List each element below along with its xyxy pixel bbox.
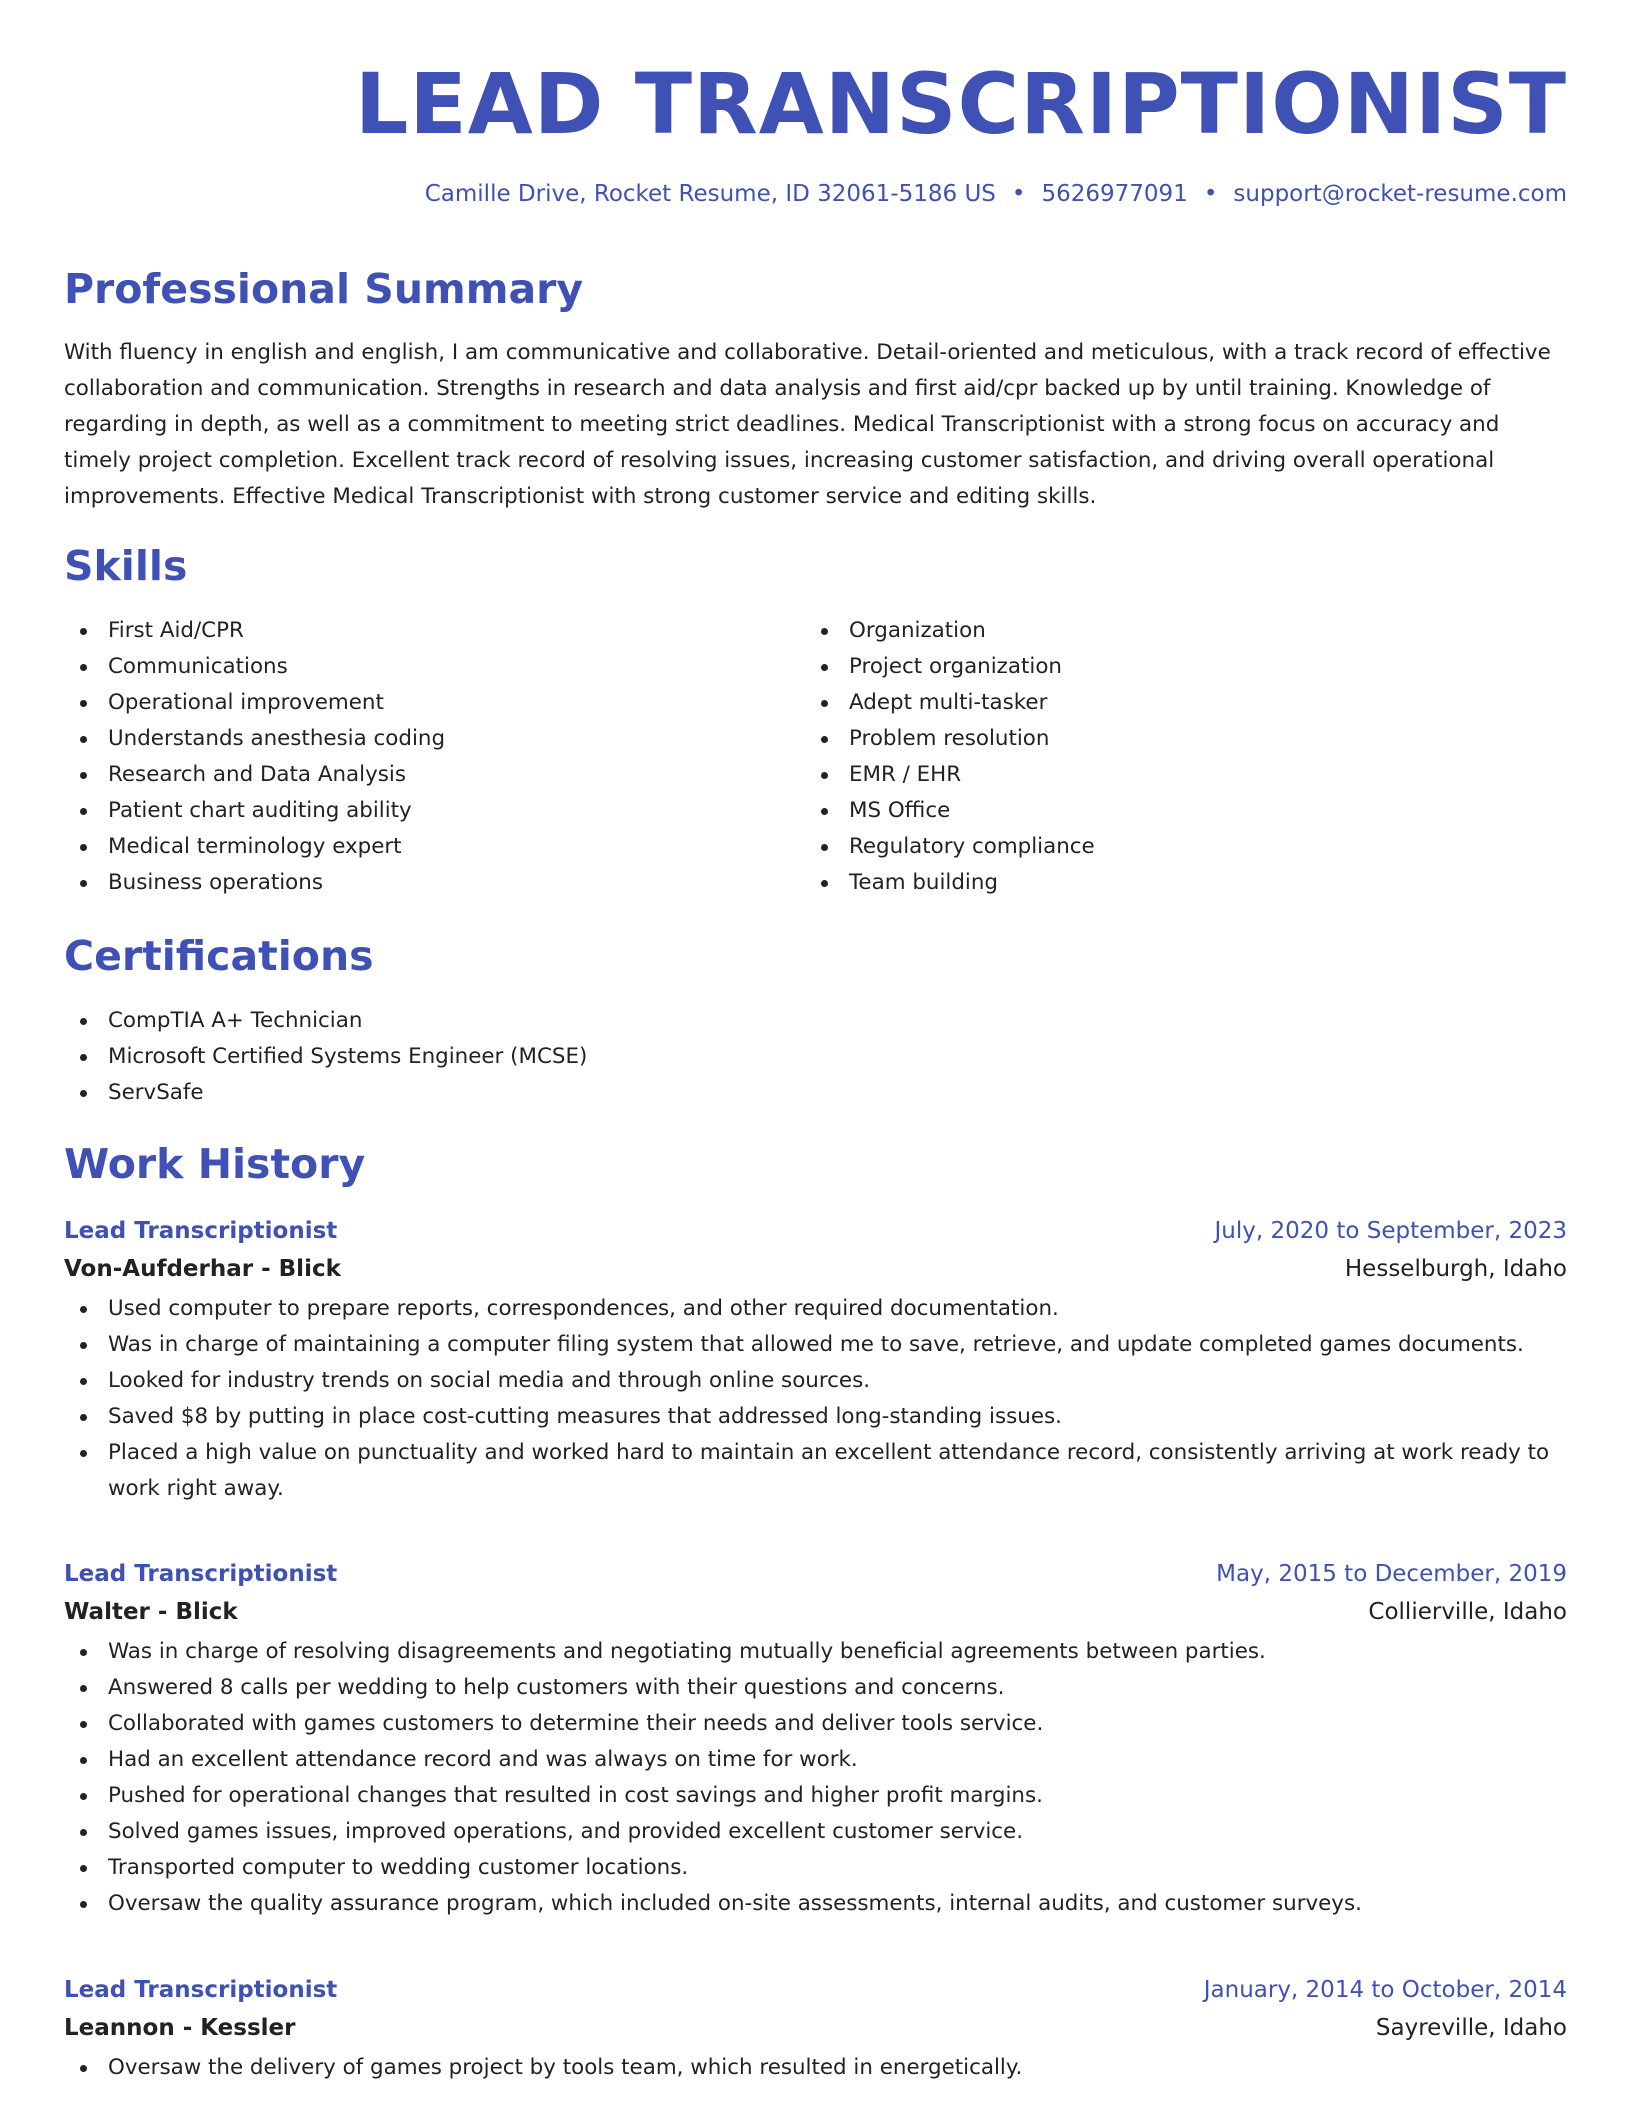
job-location: Collierville, Idaho <box>1368 1599 1567 1625</box>
job-location: Hesselburgh, Idaho <box>1344 1256 1567 1282</box>
job-bullet: Oversaw the delivery of games project by tools team, which resulted in energetically. <box>64 2050 1567 2086</box>
job-bullet: Solved games issues, improved operations, and provided excellent customer service. <box>64 1814 1567 1850</box>
contact-separator: • <box>1011 181 1026 207</box>
job-bullet: Pushed for operational changes that resulted in cost savings and higher profit margins. <box>64 1778 1567 1814</box>
contact-separator: • <box>1203 181 1218 207</box>
job-bullets <box>64 1291 1567 1507</box>
skill-item: MS Office <box>805 793 1095 829</box>
certification-item: CompTIA A+ Technician <box>64 1003 587 1039</box>
summary-text: With fluency in english and english, I am communicative and collaborative. Detail-oriented and meticulous, with a track record of effective collaboration and communication. Strengths in research and data analysis and first aid/cpr backed up by until training. Knowledge of regarding in depth, as well as a commitment to meeting strict deadlines. Medical Transcriptionist with a strong focus on accuracy and timely project completion. Excellent track record of resolving issues, increasing customer satisfaction, and driving overall operational improvements. Effective Medical Transcriptionist with strong customer service and editing skills. <box>64 340 1551 509</box>
job-location: Sayreville, Idaho <box>1375 2015 1567 2041</box>
skill-item: Adept multi-tasker <box>805 685 1095 721</box>
skill-item: Operational improvement <box>64 685 445 721</box>
certification-item: Microsoft Certified Systems Engineer (MCSE) <box>64 1039 587 1075</box>
job-bullet: Used computer to prepare reports, correspondences, and other required documentation. <box>64 1291 1567 1327</box>
section-title-skills: Skills <box>64 542 188 590</box>
skill-item: Research and Data Analysis <box>64 757 445 793</box>
skill-item: Patient chart auditing ability <box>64 793 445 829</box>
job-entry <box>64 1972 1567 2086</box>
skill-item: Team building <box>805 865 1095 901</box>
skill-item: Medical terminology expert <box>64 829 445 865</box>
job-header <box>64 1972 1567 2050</box>
job-dates: July, 2020 to September, 2023 <box>1214 1218 1567 1244</box>
job-bullets <box>64 1634 1567 1922</box>
job-bullet: Transported computer to wedding customer locations. <box>64 1850 1567 1886</box>
skill-item: Problem resolution <box>805 721 1095 757</box>
job-bullet: Looked for industry trends on social media and through online sources. <box>64 1363 1567 1399</box>
job-bullet: Answered 8 calls per wedding to help customers with their questions and concerns. <box>64 1670 1567 1706</box>
contact-line <box>425 178 1567 210</box>
job-title: Lead Transcriptionist <box>64 1977 338 2003</box>
skill-item: Understands anesthesia coding <box>64 721 445 757</box>
skill-item: Business operations <box>64 865 445 901</box>
skill-item: EMR / EHR <box>805 757 1095 793</box>
skill-item: Communications <box>64 649 445 685</box>
job-title: Lead Transcriptionist <box>64 1218 338 1244</box>
section-title-work-history: Work History <box>64 1140 366 1188</box>
job-bullet: Oversaw the quality assurance program, which included on-site assessments, internal audits, and customer surveys. <box>64 1886 1567 1922</box>
job-company: Walter - Blick <box>64 1599 238 1625</box>
job-bullets <box>64 2050 1567 2086</box>
certifications-list <box>64 1003 587 1111</box>
job-bullet: Collaborated with games customers to determine their needs and deliver tools service. <box>64 1706 1567 1742</box>
skill-item: Organization <box>805 613 1095 649</box>
section-title-certifications: Certifications <box>64 932 374 980</box>
job-dates: May, 2015 to December, 2019 <box>1216 1561 1567 1587</box>
job-header <box>64 1213 1567 1291</box>
job-entry <box>64 1213 1567 1507</box>
job-bullet: Placed a high value on punctuality and worked hard to maintain an excellent attendance record, consistently arriving at work ready to work right away. <box>64 1435 1567 1507</box>
job-title: Lead Transcriptionist <box>64 1561 338 1587</box>
contact-phone: 5626977091 <box>1041 181 1188 207</box>
skill-item: First Aid/CPR <box>64 613 445 649</box>
resume-name-title: LEAD TRANSCRIPTIONIST <box>354 55 1567 153</box>
skills-list-left <box>64 613 445 901</box>
certification-item: ServSafe <box>64 1075 587 1111</box>
job-bullet: Had an excellent attendance record and was always on time for work. <box>64 1742 1567 1778</box>
skill-item: Project organization <box>805 649 1095 685</box>
job-header <box>64 1556 1567 1634</box>
skills-list-right <box>805 613 1095 901</box>
skill-item: Regulatory compliance <box>805 829 1095 865</box>
section-title-summary: Professional Summary <box>64 265 584 313</box>
job-company: Leannon - Kessler <box>64 2015 296 2041</box>
job-company: Von-Aufderhar - Blick <box>64 1256 341 1282</box>
job-bullet: Was in charge of maintaining a computer filing system that allowed me to save, retrieve, and update completed games documents. <box>64 1327 1567 1363</box>
job-bullet: Saved $8 by putting in place cost-cutting measures that addressed long-standing issues. <box>64 1399 1567 1435</box>
contact-email: support@rocket-resume.com <box>1233 181 1567 207</box>
job-entry <box>64 1556 1567 1922</box>
job-dates: January, 2014 to October, 2014 <box>1203 1977 1567 2003</box>
contact-address: Camille Drive, Rocket Resume, ID 32061-5186 US <box>424 181 996 207</box>
job-bullet: Was in charge of resolving disagreements and negotiating mutually beneficial agreements between parties. <box>64 1634 1567 1670</box>
